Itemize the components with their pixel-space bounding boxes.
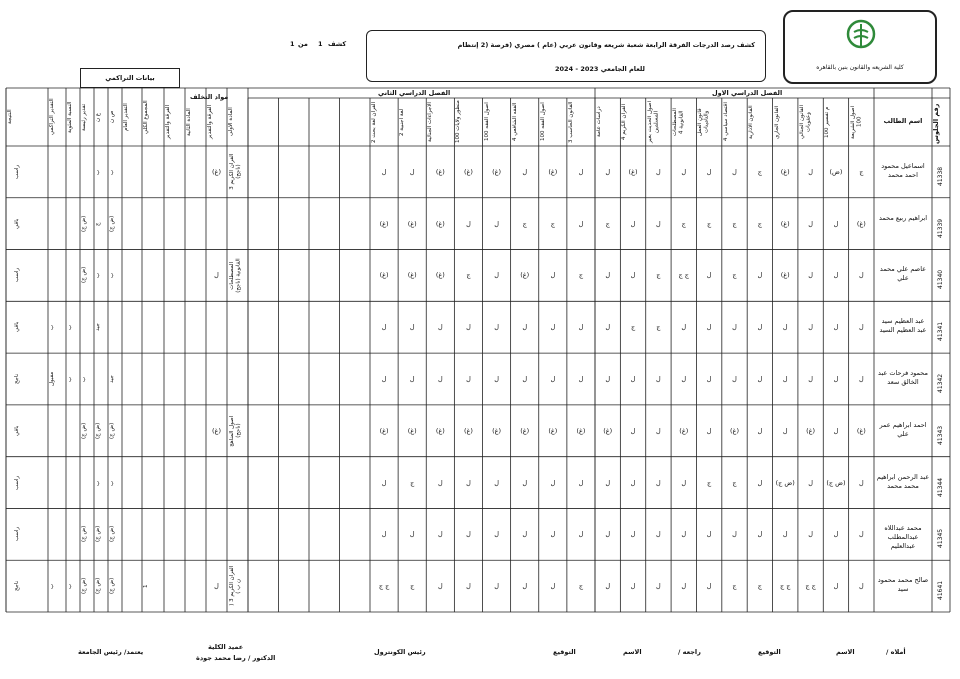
grade-cell: ل <box>858 375 864 383</box>
total-cell: ب <box>49 583 55 589</box>
term-subject-header: المصطلحات القانونية 4 <box>672 108 685 136</box>
academic-year: للعام الجامعي 2023 - 2024 <box>555 65 645 73</box>
grade-cell: (غ) <box>435 426 445 435</box>
term1-header: الفصل الدراسي الاول <box>712 89 783 97</box>
college-name: كلية الشريعه والقانون بنين بالقاهره <box>816 64 904 71</box>
total-cell: 1 <box>143 584 149 588</box>
grade-cell: ل <box>808 478 813 487</box>
term-subject-header: القانون الجاري <box>773 105 780 139</box>
grade-cell: ل <box>466 530 471 539</box>
grade-cell: ل <box>522 323 528 332</box>
grade-cell: ل <box>656 219 661 228</box>
student-result: ناجح <box>14 373 20 385</box>
name-header: اسم الطالب <box>883 117 923 125</box>
grade-cell: (غ) <box>463 167 473 176</box>
grade-cell: (غ) <box>730 426 739 435</box>
grade-cell: ل <box>808 530 813 539</box>
total-cell: (ض ج) <box>109 215 115 232</box>
student-seat-number: 41344 <box>937 477 944 497</box>
grade-cell: ج <box>410 582 415 591</box>
footer-name2: الاسم <box>623 648 642 656</box>
total-cell: (ض ج) <box>95 577 101 595</box>
lagging-subject-header: المادة الاولى <box>228 107 234 137</box>
total-cell: ب <box>95 479 101 486</box>
total-cell: (ض ج) <box>109 422 115 439</box>
student-result: ناجح <box>14 581 20 592</box>
totals-header: النسبة المئوية <box>67 101 73 133</box>
term-subject-header: دراسات عامة <box>596 106 602 138</box>
footer-name1: الاسم <box>836 648 855 656</box>
grade-cell: ل <box>605 530 611 539</box>
grade-cell: (غ) <box>407 219 417 228</box>
grade-cell: ج <box>522 219 527 228</box>
term-subject-header: الفقه الشافعي 4 <box>511 102 518 142</box>
grade-cell: (غ) <box>520 426 530 435</box>
grade-cell: ج <box>656 271 661 280</box>
grade-cell: ل <box>630 375 636 383</box>
student-name: اسماعيل محمود احمد محمد <box>881 161 925 179</box>
grade-cell: ل <box>578 167 584 176</box>
grade-cell: ل <box>409 323 415 332</box>
total-cell: ب <box>81 376 87 382</box>
grade-cell: ج <box>732 478 737 487</box>
grade-cell: (غ) <box>379 219 389 228</box>
grade-cell: (غ) <box>435 271 445 280</box>
grade-cell: ل <box>494 219 499 228</box>
grade-cell: ل <box>578 219 584 228</box>
student-seat-number: 41338 <box>937 166 944 186</box>
student-result: راسب <box>14 475 20 490</box>
student-seat-number: 41341 <box>937 322 944 342</box>
totals-header: المجموع الكلي <box>143 100 149 134</box>
grade-cell: ل <box>550 582 556 591</box>
grade-cell: ل <box>808 323 813 332</box>
totals-header: تقدير رئيسة <box>81 103 87 131</box>
grade-cell: (غ) <box>780 219 790 228</box>
total-cell: (ض ج) <box>95 526 101 543</box>
term-subject-header: القانون الادارية <box>748 105 755 139</box>
total-cell: ج <box>95 221 101 226</box>
grade-cell: ج <box>605 219 610 228</box>
grade-cell: ل <box>808 219 813 228</box>
grade-cell: ج <box>656 323 661 332</box>
grade-cell: ل <box>681 478 687 487</box>
sheet-page: 1 <box>318 40 323 48</box>
total-cell: (ض ج) <box>109 577 115 595</box>
student-seat-number: 41343 <box>937 425 944 445</box>
lagging-subject-header: المادة الثانية <box>186 108 192 136</box>
totals-header: التقدير العام <box>123 103 129 131</box>
lagging-grade-1: (غ) <box>212 167 221 176</box>
lagging-subject-1: اصول المناهج (ناجح) <box>229 415 242 447</box>
grade-cell: ل <box>681 375 687 383</box>
student-name: عاصم علي محمد علي <box>879 265 927 283</box>
totals-header: ع ن <box>95 112 101 122</box>
grade-cell: (غ) <box>856 219 866 228</box>
total-cell: ب <box>95 169 101 175</box>
grade-cell: ل <box>494 323 499 332</box>
grade-cell: ل <box>757 426 763 435</box>
lagging-grade-1: (غ) <box>212 426 221 435</box>
grade-cell: ل <box>409 167 415 176</box>
student-result: باقي <box>14 425 20 436</box>
grade-cell: (ض) <box>829 167 843 176</box>
total-cell: ب <box>67 583 73 589</box>
grade-cell: ل <box>681 167 687 176</box>
grade-cell: (غ) <box>492 167 502 176</box>
student-name: ابراهيم ربيع محمد <box>878 213 928 222</box>
total-cell: ب <box>49 324 55 330</box>
grade-cell: ل <box>381 323 387 332</box>
grade-cell: ل <box>605 323 611 332</box>
grade-cell: ل <box>605 375 611 383</box>
grade-cell: ل <box>605 582 611 591</box>
grade-cell: ل <box>681 582 687 591</box>
lagging-header: مواد التخلف <box>190 93 229 101</box>
grade-cell: ل <box>466 478 471 487</box>
grade-cell: ل <box>494 530 499 539</box>
footer-reviewed: راجعه / <box>678 648 701 656</box>
grade-cell: (غ) <box>603 426 613 435</box>
grade-cell: (غ) <box>435 167 445 176</box>
grade-cell: (غ) <box>379 271 389 280</box>
term-subject-header: منظور ولايات 100 <box>455 100 462 144</box>
grade-cell: ل <box>550 323 556 332</box>
grade-cell: ج <box>732 271 737 280</box>
grade-cell: ل <box>858 530 864 539</box>
term-subject-header: اصول الفقه 100 <box>539 102 546 142</box>
grade-cell: ل <box>578 530 584 539</box>
student-result: باقي <box>14 322 20 333</box>
grade-cell: (غ) <box>856 426 866 435</box>
grade-cell: ل <box>550 271 556 280</box>
total-cell: (ض ج) <box>81 267 87 284</box>
grade-cell: (غ) <box>379 426 389 435</box>
grade-cell: ل <box>437 478 443 487</box>
grade-cell: ل <box>656 375 661 383</box>
grade-cell: ل <box>833 426 839 435</box>
term-subject-header: اصول الحديث بغير المسلمين <box>646 101 660 143</box>
grade-cell: ل <box>494 478 499 487</box>
term-subject-header: القرآن الكريم 4 <box>621 103 628 141</box>
grade-cell: ل <box>732 323 737 332</box>
grade-cell: ل <box>630 426 636 435</box>
grade-cell: ل <box>550 478 556 487</box>
grade-cell: ل <box>605 271 611 280</box>
grade-cell: ج <box>757 582 762 591</box>
totals-header: التقدير التراكمي <box>49 98 55 136</box>
total-cell: ب <box>109 272 115 279</box>
grade-cell: ل <box>782 530 788 539</box>
footer-approved: يعتمد/ رئيس الجامعة <box>78 648 144 656</box>
lagging-subject-1: القرآن الكريم 3 (ناجح) <box>229 153 242 190</box>
footer-dictation: أملاه / <box>886 648 906 656</box>
grade-cell: ج ج <box>678 271 689 280</box>
lagging-subject-header: الفرقة والتقدير <box>165 104 171 140</box>
total-cell: (ض ج) <box>95 422 101 439</box>
grade-cell: ل <box>808 271 813 280</box>
grade-cell: ل <box>381 167 387 176</box>
term-subject-header: اصول الشريعة 100 <box>849 105 863 139</box>
grade-cell: (غ) <box>435 219 445 228</box>
grade-cell: ل <box>808 167 813 176</box>
grade-cell: ل <box>550 375 556 383</box>
grade-cell: (غ) <box>780 167 790 176</box>
grade-cell: ل <box>494 375 499 383</box>
grade-cell: ل <box>522 375 528 383</box>
grade-cell: ج <box>707 478 712 487</box>
grade-cell: ل <box>782 426 788 435</box>
grade-cell: ل <box>681 530 687 539</box>
total-cell: ب <box>95 272 101 279</box>
student-name: عبد الرحمن ابراهيم محمد محمد <box>876 472 930 490</box>
term-subject-header: اقتصاد سياسي 4 <box>722 102 729 142</box>
grade-cell: ل <box>522 167 528 176</box>
term-subject-header: القانون الجنائي وعقوبات <box>798 104 812 140</box>
total-cell: (ض ج) <box>81 422 87 439</box>
sheet-of: من <box>298 40 308 48</box>
grade-cell: ل <box>466 375 471 383</box>
total-cell: ب <box>109 479 115 486</box>
grade-cell: ل <box>757 530 763 539</box>
total-cell: جيد <box>95 323 101 332</box>
grade-cell: ل <box>782 323 788 332</box>
grade-cell: ل <box>522 478 528 487</box>
grade-cell: ل <box>605 478 611 487</box>
total-cell: ب <box>67 376 73 382</box>
grade-cell: ل <box>706 323 712 332</box>
grade-cell: ل <box>833 323 839 332</box>
student-name: احمد ابراهيم عمر علي <box>879 420 927 438</box>
grade-cell: (ض ج) <box>775 478 795 487</box>
grade-cell: ج ج <box>805 582 816 591</box>
grade-cell: ج ج <box>378 582 390 591</box>
grade-cell: ل <box>732 167 737 176</box>
grade-cell: ج <box>707 219 712 228</box>
grade-cell: ل <box>706 530 712 539</box>
grade-cell: ج <box>757 167 762 176</box>
grade-cell: (غ) <box>576 426 586 435</box>
grade-cell: ل <box>630 219 636 228</box>
student-result: باقي <box>14 218 20 229</box>
total-cell: (ض ج) <box>81 215 87 232</box>
lagging-subject-1: المصطلحات القانونية (ناجح) <box>229 258 242 293</box>
lagging-grade-1: ل <box>214 582 219 591</box>
grade-cell: ل <box>656 582 661 591</box>
sheet-label: كشف <box>328 40 347 48</box>
grade-cell: ل <box>656 426 661 435</box>
student-name: صالح محمد محمود سيد <box>877 576 929 594</box>
grade-cell: ل <box>833 271 839 280</box>
lagging-subject-header: الفرقة والتقدير <box>207 104 213 140</box>
grade-cell: ل <box>858 478 864 487</box>
grade-cell: ل <box>466 219 471 228</box>
grade-cell: ج <box>578 582 584 591</box>
grade-cell: ل <box>858 271 864 280</box>
grade-cell: ل <box>757 478 763 487</box>
grade-cell: ل <box>409 530 415 539</box>
grade-cell: ل <box>437 375 443 383</box>
grade-cell: ل <box>833 219 839 228</box>
grade-cell: ج <box>859 167 864 176</box>
grade-cell: ل <box>656 167 661 176</box>
grade-cell: ل <box>437 582 443 591</box>
grade-cell: ل <box>681 323 687 332</box>
grade-cell: ل <box>630 582 636 591</box>
grade-cell: ل <box>833 375 839 383</box>
total-cell: ب <box>67 324 73 330</box>
grade-cell: ل <box>858 323 864 332</box>
grade-cell: (غ) <box>628 167 638 176</box>
grade-cell: ل <box>656 530 661 539</box>
sheet-total: 1 <box>290 40 295 48</box>
grade-cell: ل <box>706 271 712 280</box>
total-cell: ب <box>109 169 115 175</box>
grade-cell: ل <box>833 582 839 591</box>
student-seat-number: 41340 <box>937 270 944 290</box>
grade-cell: ل <box>578 323 584 332</box>
seat-header: رقم الجلوس <box>932 103 940 144</box>
student-result: راسب <box>14 268 20 283</box>
total-cell: جيد <box>109 375 115 383</box>
term-subject-header: الاجراءات الجنائية <box>427 102 434 142</box>
grade-cell: ج <box>578 271 584 280</box>
grade-cell: ل <box>494 271 499 280</box>
grade-cell: (غ) <box>806 426 816 435</box>
grade-cell: (ض ج) <box>826 478 846 487</box>
grade-cell: ل <box>605 167 611 176</box>
grade-cell: ل <box>757 375 763 383</box>
grade-cell: (غ) <box>520 271 530 280</box>
grade-cell: ل <box>381 375 387 383</box>
grade-cell: (غ) <box>548 167 558 176</box>
footer-sign2: التوقيع <box>553 648 576 656</box>
cumulative-box: بيانات التراكمي <box>80 68 180 88</box>
grade-cell: ل <box>706 426 712 435</box>
grade-cell: (غ) <box>407 426 417 435</box>
total-cell: مقبول <box>49 371 55 387</box>
lagging-grade-1: ل <box>214 271 219 280</box>
grade-cell: ل <box>732 375 737 383</box>
grade-cell: ج <box>550 219 555 228</box>
grade-cell: ل <box>782 375 788 383</box>
grade-cell: (غ) <box>548 426 558 435</box>
grade-cell: ل <box>437 530 443 539</box>
grade-cell: ل <box>833 530 839 539</box>
student-result: راسب <box>14 527 20 542</box>
footer-control-head: رئيس الكونترول <box>374 648 426 656</box>
grade-cell: ل <box>466 582 471 591</box>
grade-cell: ل <box>706 167 712 176</box>
grade-cell: ل <box>706 375 712 383</box>
term-subject-header: لغة اجنبية 2 <box>399 108 406 136</box>
grade-cell: ل <box>578 478 584 487</box>
grade-cell: ل <box>656 478 661 487</box>
grade-cell: ج <box>732 582 737 591</box>
student-seat-number: 41342 <box>937 373 944 393</box>
grade-cell: ل <box>381 530 387 539</box>
term-subject-header: القانون الحاسب 3 <box>567 101 574 143</box>
grade-cell: ل <box>494 582 499 591</box>
grade-cell: ل <box>437 323 443 332</box>
grade-cell: ل <box>630 478 636 487</box>
grade-cell: ج <box>757 219 762 228</box>
totals-header: ص ن <box>109 110 115 124</box>
grade-cell: ل <box>757 323 763 332</box>
grade-cell: ل <box>381 478 387 487</box>
grade-cell: ل <box>732 530 737 539</box>
term-subject-header: م تفسير 100 <box>824 106 831 138</box>
grade-cell: ل <box>630 271 636 280</box>
grade-cell: (غ) <box>780 271 790 280</box>
student-seat-number: 41641 <box>937 581 944 601</box>
student-name: محمد عبداللاه عبدالمطلب عبدالعليم <box>884 524 922 551</box>
grade-cell: ل <box>409 375 415 383</box>
grade-cell: ج <box>466 271 471 280</box>
totals-header: النتيجة <box>7 109 13 125</box>
term-subject-header: قانون العمل والتأمينات <box>697 108 710 136</box>
student-seat-number: 41345 <box>937 529 944 549</box>
term-subject-header: القرآن لغة بحث 2 <box>371 101 377 143</box>
grade-cell: ل <box>808 375 813 383</box>
student-result: راسب <box>14 164 20 179</box>
grade-cell: (غ) <box>463 426 473 435</box>
footer-sign1: التوقيع <box>758 648 781 656</box>
sheet-title: كشف رصد الدرجات الفرقة الرابعة شعبة شريعه وقانون عربي (عام ) مصري (فرصة (2 إنتظام <box>457 41 755 49</box>
student-name: محمود فرحات عبد الخالق سعد <box>878 369 928 386</box>
grade-cell: ل <box>550 530 556 539</box>
footer-dean-title: عميد الكلية <box>208 643 244 651</box>
grade-cell: ج <box>410 478 415 487</box>
total-cell: (ض ج) <box>81 577 87 595</box>
student-seat-number: 41339 <box>937 218 944 238</box>
grade-cell: ل <box>522 582 528 591</box>
grade-cell: ج ج <box>779 582 791 591</box>
total-cell: (ض ج) <box>81 526 87 543</box>
total-cell: (ض ج) <box>109 526 115 543</box>
grade-cell: ج <box>681 219 686 228</box>
grade-cell: ل <box>578 375 584 383</box>
grade-cell: ل <box>757 271 763 280</box>
grade-cell: ل <box>466 323 471 332</box>
grade-cell: (غ) <box>407 271 417 280</box>
student-name: عبد العظيم سيد عبد العظيم السيد <box>879 317 927 335</box>
term-subject-header: اصول الفقه 100 <box>483 102 490 142</box>
grade-cell: ج <box>732 219 737 228</box>
grade-cell: ل <box>522 530 528 539</box>
grade-cell: ل <box>858 582 864 591</box>
lagging-subject-1: القرآن الكريم 3 ( ن ب ) <box>229 566 242 607</box>
footer-dean-name: الدكتور / رضا محمد جودة <box>196 654 276 662</box>
grade-cell: (غ) <box>492 426 502 435</box>
term2-header: الفصل الدراسي الثاني <box>378 89 451 97</box>
grade-cell: ل <box>706 582 712 591</box>
grade-cell: ج <box>630 323 636 332</box>
grade-cell: ل <box>630 530 636 539</box>
grade-cell: (غ) <box>679 426 689 435</box>
